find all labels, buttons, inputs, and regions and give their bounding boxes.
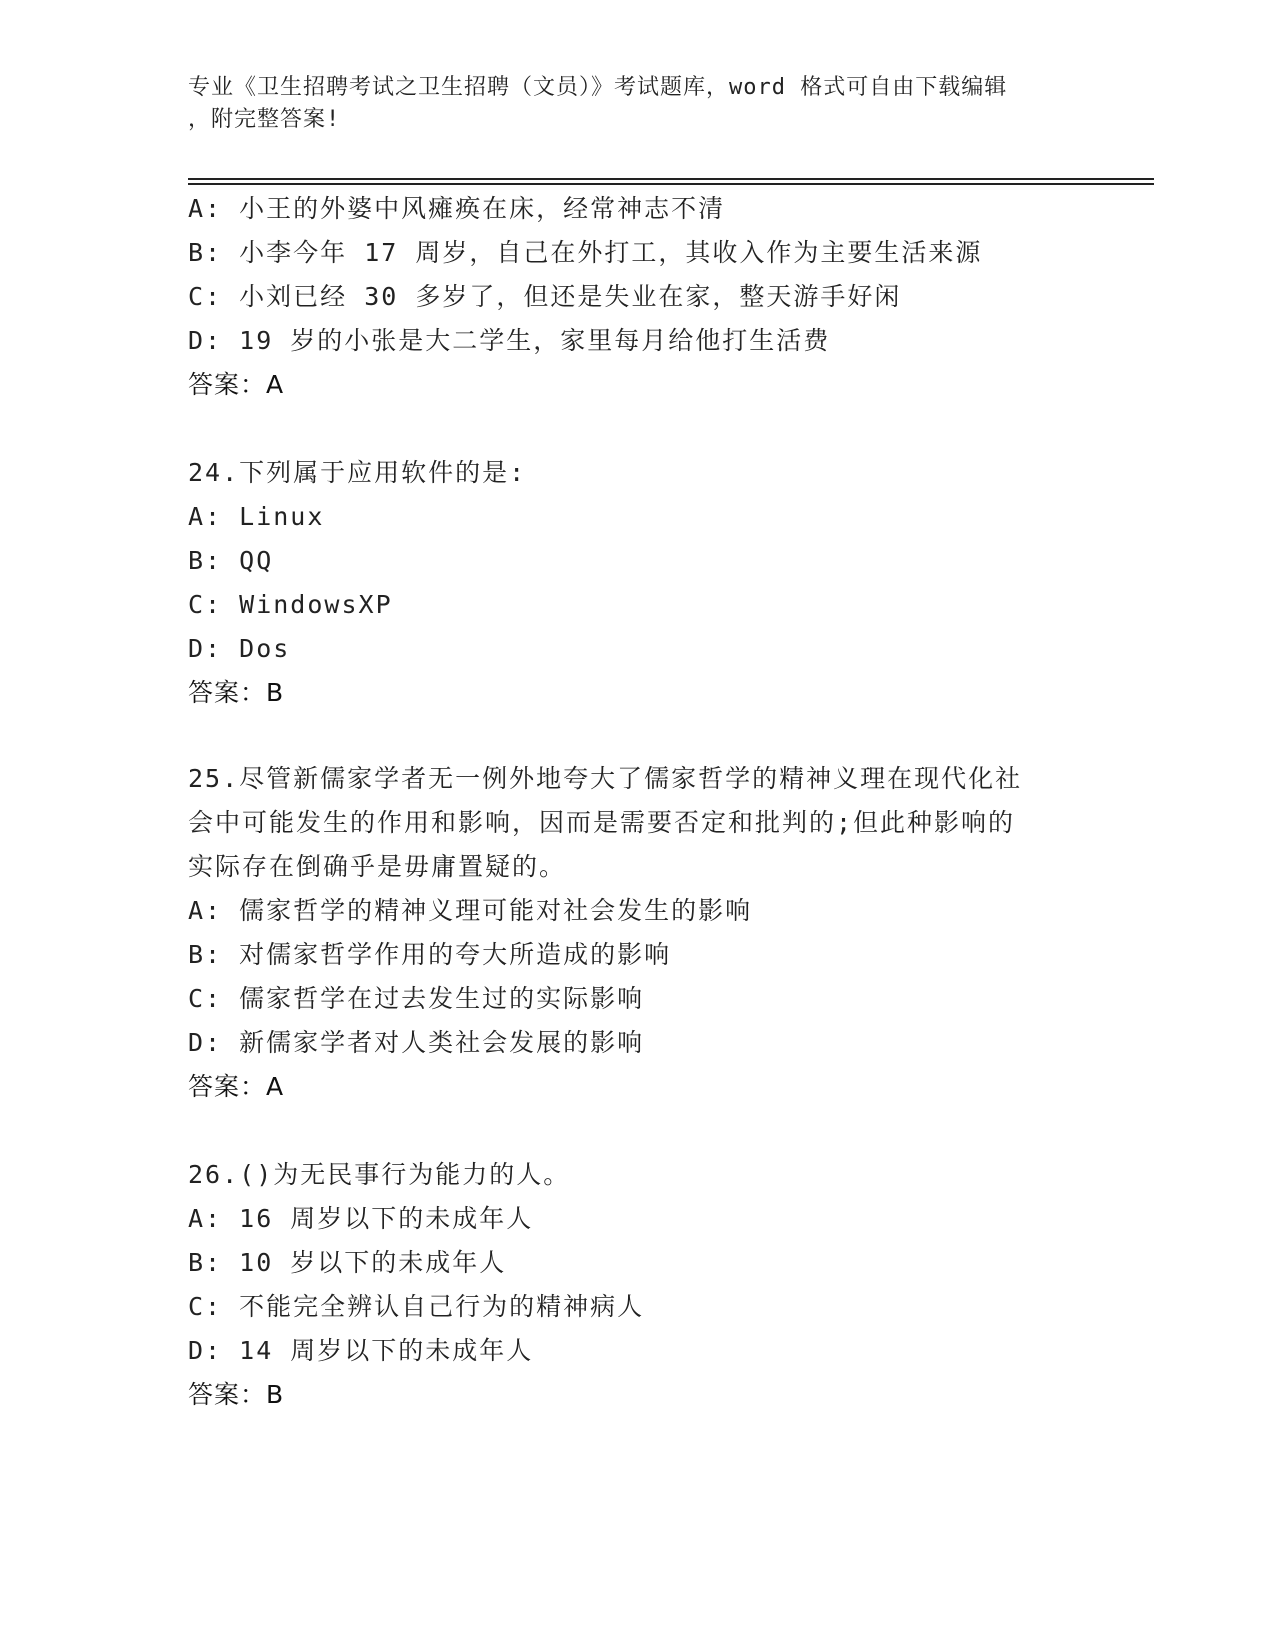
q23-option-d: D: 19 岁的小张是大二学生，家里每月给他打生活费 (188, 326, 831, 355)
q25-option-d: D: 新儒家学者对人类社会发展的影响 (188, 1028, 645, 1057)
q24-answer: 答案：B (188, 678, 285, 707)
document-header (188, 72, 1068, 136)
q24-option-a: A: Linux (188, 502, 325, 531)
q24-option-d: D: Dos (188, 634, 291, 663)
q25-option-b: B: 对儒家哲学作用的夸大所造成的影响 (188, 940, 672, 969)
q26-option-b: B: 10 岁以下的未成年人 (188, 1248, 507, 1277)
q23-option-b: B: 小李今年 17 周岁，自己在外打工，其收入作为主要生活来源 (188, 238, 983, 267)
q23-option-a: A: 小王的外婆中风瘫痪在床，经常神志不清 (188, 194, 726, 223)
q26-answer: 答案：B (188, 1380, 285, 1409)
q25-question-line-2: 会中可能发生的作用和影响，因而是需要否定和批判的;但此种影响的 (188, 808, 1016, 837)
q25-option-a: A: 儒家哲学的精神义理可能对社会发生的影响 (188, 896, 753, 925)
q24-option-b: B: QQ (188, 546, 274, 575)
header-divider-top (188, 178, 1154, 180)
q26-option-c: C: 不能完全辨认自己行为的精神病人 (188, 1292, 645, 1321)
q25-question-line-3: 实际存在倒确乎是毋庸置疑的。 (188, 852, 567, 881)
header-line-1: 专业《卫生招聘考试之卫生招聘（文员）》考试题库，word 格式可自由下载编辑 (188, 75, 1008, 100)
header-line-2: ，附完整答案! (188, 107, 341, 132)
q26-question: 26.()为无民事行为能力的人。 (188, 1160, 571, 1189)
q23-option-c: C: 小刘已经 30 多岁了，但还是失业在家，整天游手好闲 (188, 282, 902, 311)
q24-option-c: C: WindowsXP (188, 590, 393, 619)
q25-question-line-1: 25.尽管新儒家学者无一例外地夸大了儒家哲学的精神义理在现代化社 (188, 764, 1023, 793)
header-divider-bottom (188, 183, 1154, 185)
q24-question: 24.下列属于应用软件的是: (188, 458, 527, 487)
q26-option-d: D: 14 周岁以下的未成年人 (188, 1336, 534, 1365)
q23-answer: 答案：A (188, 370, 285, 399)
q25-option-c: C: 儒家哲学在过去发生过的实际影响 (188, 984, 645, 1013)
q25-answer: 答案：A (188, 1072, 285, 1101)
q26-option-a: A: 16 周岁以下的未成年人 (188, 1204, 534, 1233)
